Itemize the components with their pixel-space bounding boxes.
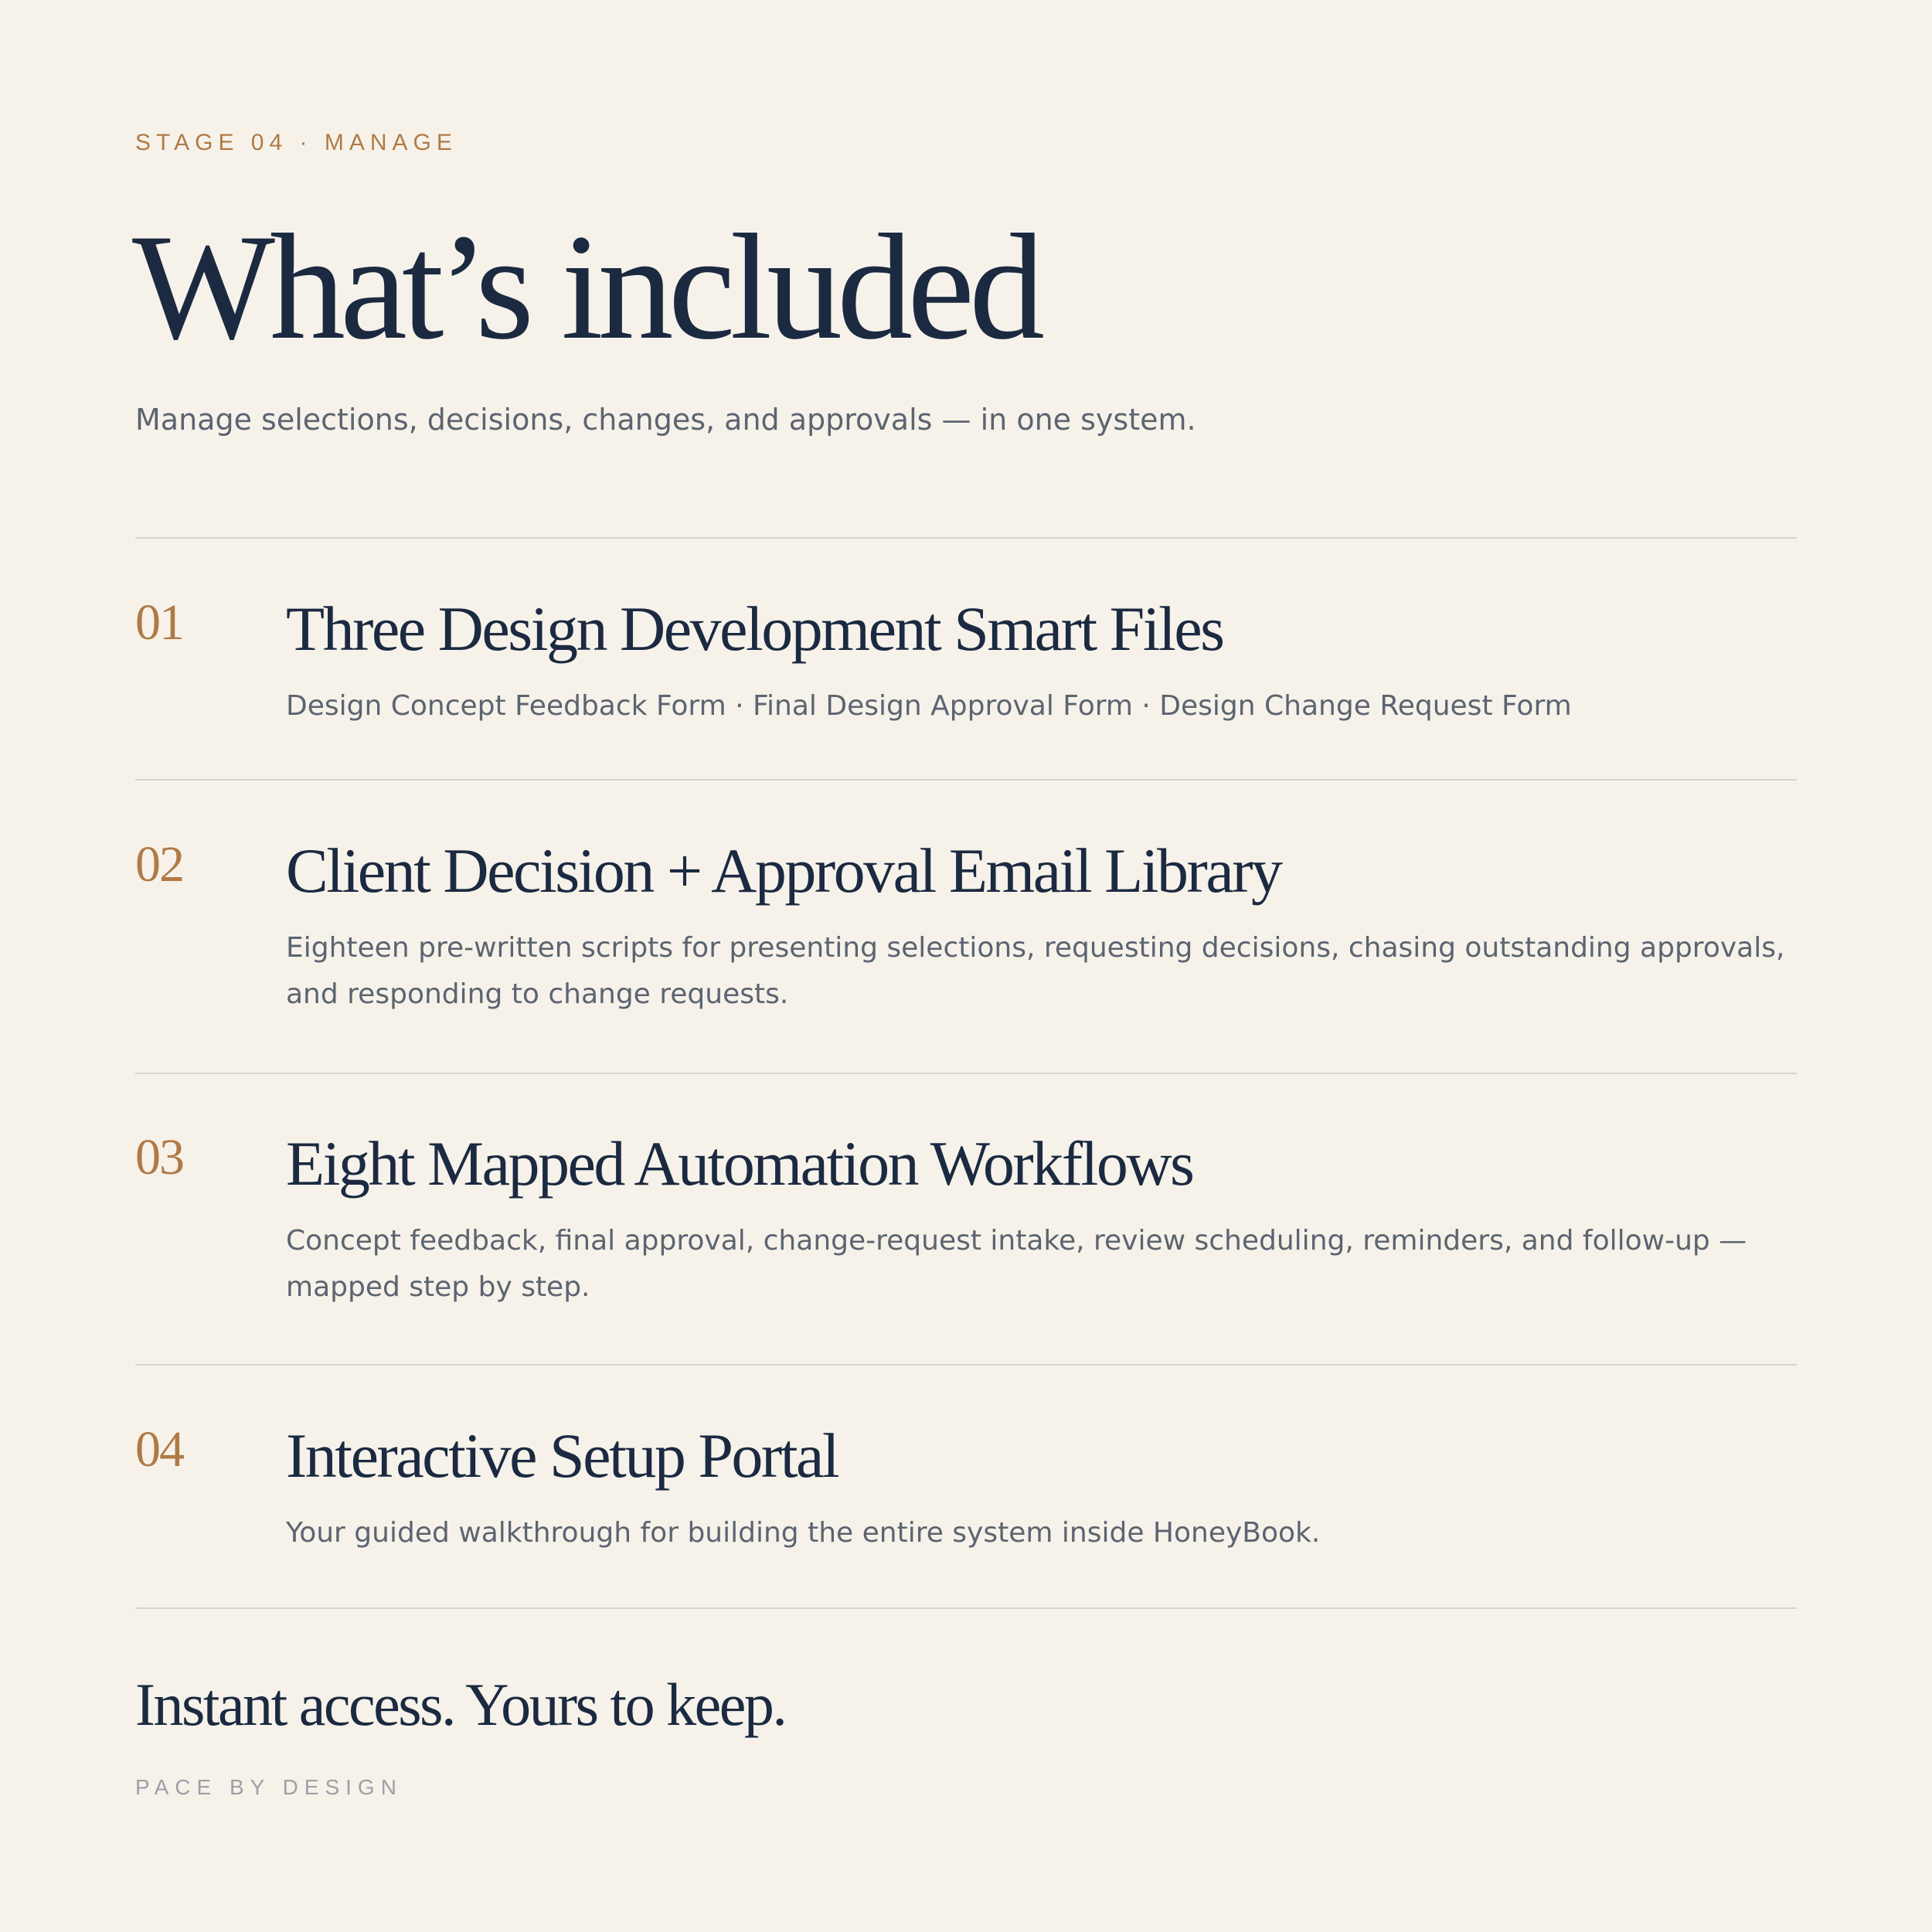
item-description: Your guided walkthrough for building the entire system inside HoneyBook. <box>286 1517 1321 1549</box>
item-title: Three Design Development Smart Files <box>286 594 1223 664</box>
item-description: Design Concept Feedback Form · Final Design Approval Form · Design Change Request Form <box>286 690 1572 722</box>
divider <box>135 1364 1797 1366</box>
item-description: Concept feedback, final approval, change-request intake, review scheduling, reminders, and follow-up — mapped step by step. <box>286 1225 1747 1303</box>
item-title: Client Decision + Approval Email Library <box>286 835 1281 906</box>
item-number: 03 <box>135 1129 183 1185</box>
item-title: Interactive Setup Portal <box>286 1420 838 1491</box>
page-title: What’s included <box>132 203 1040 371</box>
divider <box>135 537 1797 539</box>
page <box>132 0 1797 1932</box>
brand-name: PACE BY DESIGN <box>135 1775 403 1799</box>
footer-tagline: Instant access. Yours to keep. <box>135 1671 786 1738</box>
page-subtitle: Manage selections, decisions, changes, and approvals — in one system. <box>135 403 1196 437</box>
item-number: 02 <box>135 836 183 893</box>
divider <box>135 1073 1797 1074</box>
divider <box>135 779 1797 781</box>
item-description: Eighteen pre-written scripts for presenting selections, requesting decisions, chasing outstanding approvals, and responding to change requests. <box>286 932 1785 1010</box>
stage-eyebrow: STAGE 04 · MANAGE <box>135 130 457 155</box>
item-number: 01 <box>135 594 183 651</box>
item-title: Eight Mapped Automation Workflows <box>286 1128 1193 1199</box>
item-number: 04 <box>135 1421 183 1478</box>
divider <box>135 1607 1797 1609</box>
